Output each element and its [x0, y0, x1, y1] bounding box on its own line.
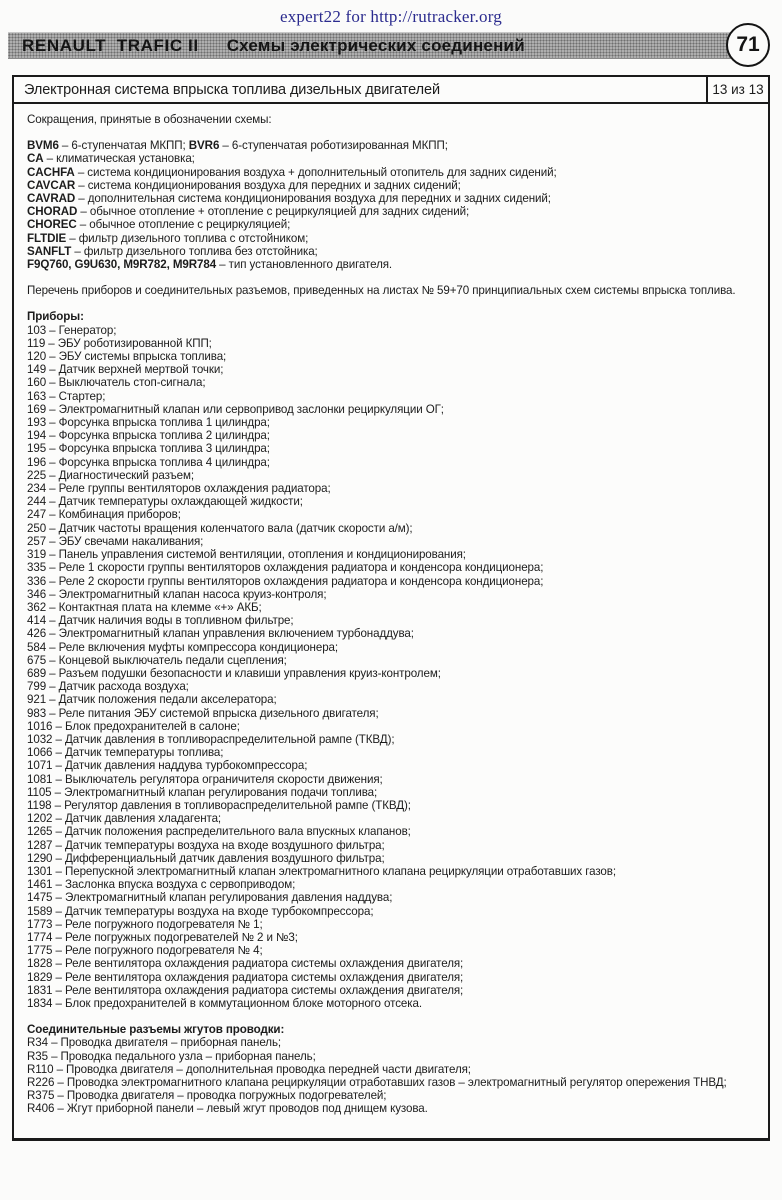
abbreviation-line: CAVRAD – дополнительная система кондиционирования воздуха для передних и задних сидений;: [27, 192, 551, 206]
device-line: 119 – ЭБУ роботизированной КПП;: [27, 336, 212, 350]
abbreviation-line: SANFLT – фильтр дизельного топлива без отстойника;: [27, 244, 318, 258]
abbreviations-list: [27, 139, 758, 271]
device-line: 169 – Электромагнитный клапан или сервопривод заслонки рециркуляции ОГ;: [27, 402, 444, 416]
device-line: 1775 – Реле погружного подогревателя № 4;: [27, 944, 263, 958]
abbreviation-line: CHORAD – обычное отопление + отопление с рециркуляцией для задних сидений;: [27, 205, 470, 219]
sheet-title: Электронная система впрыска топлива дизельных двигателей: [24, 82, 440, 98]
device-line: 1829 – Реле вентилятора охлаждения радиатора системы охлаждения двигателя;: [27, 970, 464, 984]
sheet-page-indicator: 13 из 13: [706, 77, 768, 102]
device-line: 196 – Форсунка впрыска топлива 4 цилиндра;: [27, 455, 270, 469]
device-line: 921 – Датчик положения педали акселератора;: [27, 693, 277, 707]
device-line: 247 – Комбинация приборов;: [27, 508, 181, 522]
device-line: 346 – Электромагнитный клапан насоса круиз-контроля;: [27, 587, 327, 601]
abbreviation-line: CHOREC – обычное отопление с рециркуляцией;: [27, 218, 291, 232]
device-line: 120 – ЭБУ системы впрыска топлива;: [27, 350, 227, 364]
device-line: 1105 – Электромагнитный клапан регулирования подачи топлива;: [27, 785, 378, 799]
device-line: 1828 – Реле вентилятора охлаждения радиатора системы охлаждения двигателя;: [27, 957, 464, 971]
device-line: 1081 – Выключатель регулятора ограничителя скорости движения;: [27, 772, 383, 786]
device-line: 250 – Датчик частоты вращения коленчатого вала (датчик скорости а/м);: [27, 521, 413, 535]
device-line: 336 – Реле 2 скорости группы вентиляторов охлаждения радиатора и конденсора кондиционера;: [27, 574, 544, 588]
device-line: 163 – Стартер;: [27, 389, 106, 403]
page-number-badge: 71: [726, 23, 770, 67]
device-line: 1773 – Реле погружного подогревателя № 1;: [27, 917, 263, 931]
spacer: [27, 1010, 758, 1023]
section-title: Схемы электрических соединений: [226, 35, 525, 55]
device-line: 257 – ЭБУ свечами накаливания;: [27, 534, 204, 548]
device-line: 103 – Генератор;: [27, 323, 117, 337]
connector-line: R35 – Проводка педального узла – приборная панель;: [27, 1049, 316, 1063]
device-line: 1589 – Датчик температуры воздуха на входе турбокомпрессора;: [27, 904, 374, 918]
device-line: 1290 – Дифференциальный датчик давления воздушного фильтра;: [27, 851, 385, 865]
device-line: 1831 – Реле вентилятора охлаждения радиатора системы охлаждения двигателя;: [27, 983, 464, 997]
connector-line: R226 – Проводка электромагнитного клапана рециркуляции отработавших газов – электромагнитный регулятор опережения ТНВД;: [27, 1076, 727, 1090]
device-line: 584 – Реле включения муфты компрессора кондиционера;: [27, 640, 339, 654]
abbreviation-line: CACHFA – система кондиционирования воздуха + дополнительный отопитель для задних сидений;: [27, 165, 557, 179]
abbreviation-line: BVM6 – 6-ступенчатая МКПП; BVR6 – 6-ступенчатая роботизированная МКПП;: [27, 139, 448, 153]
header-bar: [8, 32, 762, 59]
brand-title: RENAULT TRAFIC II: [22, 35, 199, 55]
abbreviation-line: CA – климатическая установка;: [27, 152, 195, 166]
devices-heading: Приборы:: [27, 310, 84, 324]
device-line: 983 – Реле питания ЭБУ системой впрыска дизельного двигателя;: [27, 706, 379, 720]
device-line: 426 – Электромагнитный клапан управления включением турбонаддува;: [27, 627, 414, 641]
device-line: 194 – Форсунка впрыска топлива 2 цилиндра;: [27, 429, 270, 443]
device-line: 1198 – Регулятор давления в топливораспределительной рампе (ТКВД);: [27, 798, 411, 812]
spacer: [27, 297, 758, 310]
connector-line: R110 – Проводка двигателя – дополнительная проводка передней части двигателя;: [27, 1062, 471, 1076]
connectors-list: [27, 1036, 758, 1115]
connectors-heading: Соединительные разъемы жгутов проводки:: [27, 1023, 285, 1037]
device-line: 1834 – Блок предохранителей в коммутационном блоке моторного отсека.: [27, 997, 422, 1010]
device-line: 225 – Диагностический разъем;: [27, 468, 195, 482]
device-line: 193 – Форсунка впрыска топлива 1 цилиндра;: [27, 416, 270, 430]
abbreviation-line: FLTDIE – фильтр дизельного топлива с отстойником;: [27, 231, 309, 245]
device-line: 1202 – Датчик давления хладагента;: [27, 812, 222, 826]
abbreviation-line: F9Q760, G9U630, M9R782, M9R784 – тип установленного двигателя.: [27, 258, 393, 272]
device-line: 319 – Панель управления системой вентиляции, отопления и кондиционирования;: [27, 548, 466, 562]
connector-line: R406 – Жгут приборной панели – левый жгут проводов под днищем кузова.: [27, 1102, 428, 1116]
device-line: 1301 – Перепускной электромагнитный клапан электромагнитного клапана рециркуляции отработавших газов;: [27, 864, 616, 878]
watermark-text: expert22 for http://rutracker.org: [279, 7, 503, 26]
intro-paragraph: Перечень приборов и соединительных разъемов, приведенных на листах № 59+70 принципиальных схем системы впрыска топлива.: [27, 284, 736, 298]
device-line: 362 – Контактная плата на клемме «+» АКБ;: [27, 600, 262, 614]
device-line: 1774 – Реле погружных подогревателей № 2 и №3;: [27, 930, 298, 944]
device-line: 335 – Реле 1 скорости группы вентиляторов охлаждения радиатора и конденсора кондиционера;: [27, 561, 544, 575]
spacer: [27, 271, 758, 284]
page-header: [8, 31, 762, 59]
device-line: 1461 – Заслонка впуска воздуха с сервоприводом;: [27, 878, 296, 892]
device-line: 195 – Форсунка впрыска топлива 3 цилиндра;: [27, 442, 270, 456]
device-line: 1287 – Датчик температуры воздуха на входе воздушного фильтра;: [27, 838, 385, 852]
device-line: 1066 – Датчик температуры топлива;: [27, 746, 224, 760]
device-line: 234 – Реле группы вентиляторов охлаждения радиатора;: [27, 482, 331, 496]
device-line: 1032 – Датчик давления в топливораспределительной рампе (ТКВД);: [27, 732, 395, 746]
device-line: 689 – Разъем подушки безопасности и клавиши управления круиз-контролем;: [27, 666, 441, 680]
device-line: 1071 – Датчик давления наддува турбокомпрессора;: [27, 759, 308, 773]
devices-list: [27, 324, 758, 1011]
sheet-title-row: [14, 77, 768, 104]
abbreviations-heading: Сокращения, принятые в обозначении схемы:: [27, 113, 272, 126]
device-line: 799 – Датчик расхода воздуха;: [27, 680, 189, 694]
device-line: 160 – Выключатель стоп-сигнала;: [27, 376, 206, 390]
connector-line: R34 – Проводка двигателя – приборная панель;: [27, 1036, 282, 1050]
spacer: [27, 126, 758, 139]
device-line: 149 – Датчик верхней мертвой точки;: [27, 363, 224, 377]
device-line: 244 – Датчик температуры охлаждающей жидкости;: [27, 495, 303, 509]
sheet-content: [14, 104, 768, 1138]
device-line: 1475 – Электромагнитный клапан регулирования давления наддува;: [27, 891, 393, 905]
device-line: 414 – Датчик наличия воды в топливном фильтре;: [27, 614, 294, 628]
device-line: 1016 – Блок предохранителей в салоне;: [27, 719, 240, 733]
connector-line: R375 – Проводка двигателя – проводка погружных подогревателей;: [27, 1089, 387, 1103]
device-line: 1265 – Датчик положения распределительного вала впускных клапанов;: [27, 825, 411, 839]
content-sheet: [12, 75, 770, 1141]
device-line: 675 – Концевой выключатель педали сцепления;: [27, 653, 287, 667]
abbreviation-line: CAVCAR – система кондиционирования воздуха для передних и задних сидений;: [27, 178, 461, 192]
